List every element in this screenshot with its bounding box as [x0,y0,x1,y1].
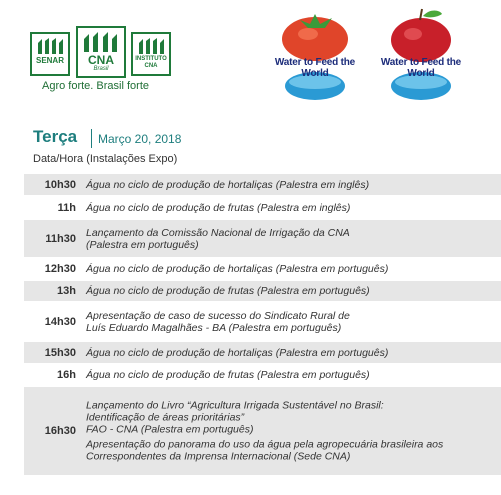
row-description: Água no ciclo de produção de hortaliças (Palestra em português) [86,263,389,275]
water-to-feed-text-left: Water to Feed the World [274,57,356,79]
senar-logo [30,32,70,76]
row-time: 16h30 [44,425,76,437]
table-row [24,303,501,342]
row-description: Água no ciclo de produção de frutas (Palestra em inglês) [86,201,351,214]
table-row [24,342,501,365]
row-time: 14h30 [44,315,76,328]
table-row [24,197,501,220]
schedule-subtitle: Data/Hora (Instalações Expo) [33,153,178,165]
header [0,0,501,118]
row-time: 12h30 [44,263,76,275]
row-description: Lançamento do Livro “Agricultura Irrigada Sustentável no Brasil: Identificação de áreas prioritárias” FAO - CNA (Palestra em português) Apresentação do panorama do uso da água pela agropecuária brasileira aos Correspondentes da Imprensa Internacional (Sede CNA) [86,399,444,463]
slogan: Agro forte. Brasil forte [42,80,149,92]
date-label: Março 20, 2018 [98,132,182,146]
row-description: Lançamento da Comissão Nacional de Irrigação da CNA (Palestra em português) [86,226,350,251]
row-time: 15h30 [44,346,76,359]
cna-mark-icon [81,31,121,53]
water-to-feed-text-right: Water to Feed the World [380,57,462,79]
row-time: 13h [57,285,76,297]
row-description: Apresentação de caso de sucesso do Sindicato Rural de Luís Eduardo Magalhães - BA (Palestra em português) [86,309,350,334]
table-row [24,365,501,387]
cna-sub-label: Brasil [93,66,109,72]
instituto-mark-icon [137,37,165,55]
table-row [24,281,501,303]
water-to-feed-logo-tomato [270,6,360,106]
row-description: Água no ciclo de produção de hortaliças (Palestra em português) [86,346,389,359]
schedule-table [24,174,501,477]
title-divider [91,129,92,148]
senar-label: SENAR [35,56,64,65]
cna-label: CNA [88,53,114,67]
row-description: Água no ciclo de produção de hortaliças (Palestra em inglês) [86,178,370,191]
instituto-cna-logo [131,32,171,76]
table-row [24,387,501,477]
row-description: Água no ciclo de produção de frutas (Palestra em português) [86,369,370,381]
cna-logo [76,26,126,78]
row-description: Água no ciclo de produção de frutas (Palestra em português) [86,285,370,297]
row-time: 10h30 [44,178,76,191]
day-title: Terça [33,127,78,146]
senar-mark-icon [36,37,64,55]
table-row [24,220,501,259]
table-row [24,174,501,197]
row-time: 11h30 [45,232,76,245]
row-time: 16h [57,369,76,381]
instituto-label: INSTITUTO CNA [135,56,167,69]
water-to-feed-logo-apple [376,6,466,106]
row-time: 11h [57,201,76,214]
table-row [24,259,501,281]
apple-globe-icon [376,6,466,106]
tomato-globe-icon [270,6,360,106]
